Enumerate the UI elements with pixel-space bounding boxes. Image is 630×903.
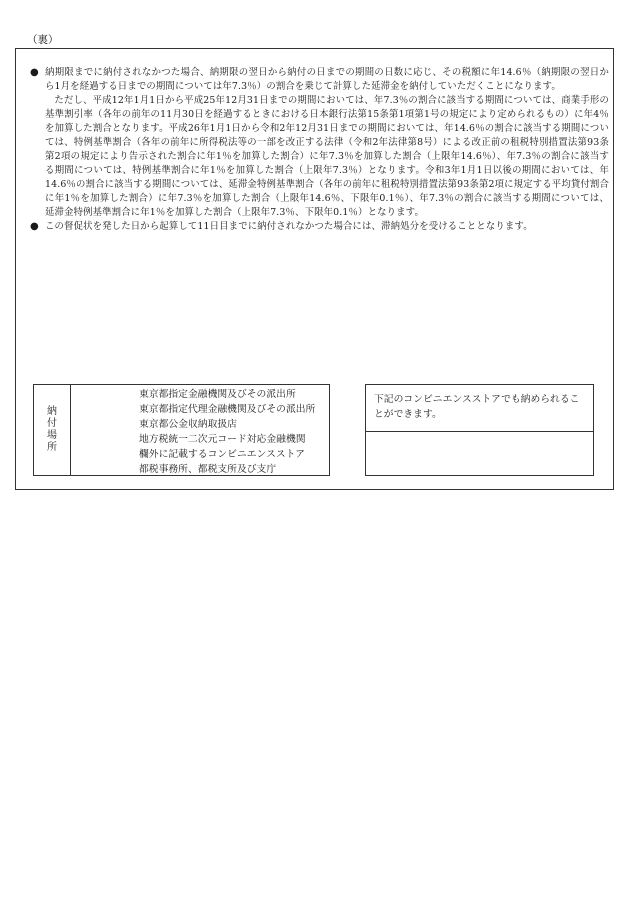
notice-item-late-fee bbox=[27, 66, 609, 220]
payment-place-item: 都税事務所、都税支所及び支庁 bbox=[139, 464, 277, 475]
payment-place-item: 東京都指定金融機関及びその派出所 bbox=[139, 389, 296, 400]
payment-place-item: 欄外に記載するコンビニエンスストア bbox=[139, 449, 305, 460]
disposition-paragraph: この督促状を発した日から起算して11日目までに納付されなかつた場合には、滞納処分を受けることとなります。 bbox=[45, 221, 533, 232]
late-fee-paragraph: 納期限までに納付されなかつた場合、納期限の翌日から納付の日までの期間の日数に応じ、その税額に年14.6％（納期限の翌日から1月を経過する日までの期間については年7.3％）の割合を乗じて計算した延滞金を納付していただくことになります。 bbox=[45, 67, 609, 92]
payment-place-item: 東京都指定代理金融機関及びその派出所 bbox=[139, 404, 316, 415]
convenience-store-text: 下記のコンビニエンスストアでも納められることができます。 bbox=[366, 385, 593, 432]
payment-places-heading-cell bbox=[34, 385, 71, 475]
notice-item-disposition bbox=[27, 220, 609, 234]
bullet-icon: ● bbox=[30, 221, 39, 232]
rate-detail-paragraph: ただし、平成12年1月1日から平成25年12月31日までの期間においては、年7.3％の割合に該当する期間については、商業手形の基準割引率（各年の前年の11月30日を経過するときにおける日本銀行法第15条第1項第1号の規定により定められるもの）に年4％を加算した割合となります。平成26年1月1日から令和2年12月31日までの期間においては、年14.6％の割合に該当する期間については、特例基準割合（各年の前年に所得税法等の一部を改正する法律（令和2年法律第8号）による改正前の租税特別措置法第93条第2項の規定により告示された割合に年1％を加算した割合）に年7.3％を加算した割合（上限年14.6％）、年7.3％の割合に該当する期間については、特例基準割合に年1％を加算した割合（上限年7.3％）となります。令和3年1月1日以後の期間においては、年14.6％の割合に該当する期間については、延滞金特例基準割合（各年の前年に租税特別措置法第93条第2項に規定する平均貸付割合に年1％を加算した割合）に年7.3％を加算した割合（上限年14.6％、下限年0.1％）、年7.3％の割合に該当する期間については、延滞金特例基準割合に年1％を加算した割合（上限年7.3％、下限年0.1％）となります。 bbox=[45, 95, 609, 218]
late-payment-notice bbox=[27, 66, 609, 234]
bullet-icon: ● bbox=[30, 67, 39, 78]
convenience-store-blank-area bbox=[366, 432, 593, 475]
payment-place-item: 東京都公金収納取扱店 bbox=[139, 419, 237, 430]
payment-places-box bbox=[33, 384, 330, 476]
payment-places-list bbox=[71, 385, 315, 475]
back-side-label: （裏） bbox=[27, 34, 59, 46]
payment-place-item: 地方税統一二次元コード対応金融機関 bbox=[139, 434, 306, 445]
payment-places-heading: 納付場所 bbox=[47, 406, 57, 453]
convenience-store-box bbox=[365, 384, 594, 476]
